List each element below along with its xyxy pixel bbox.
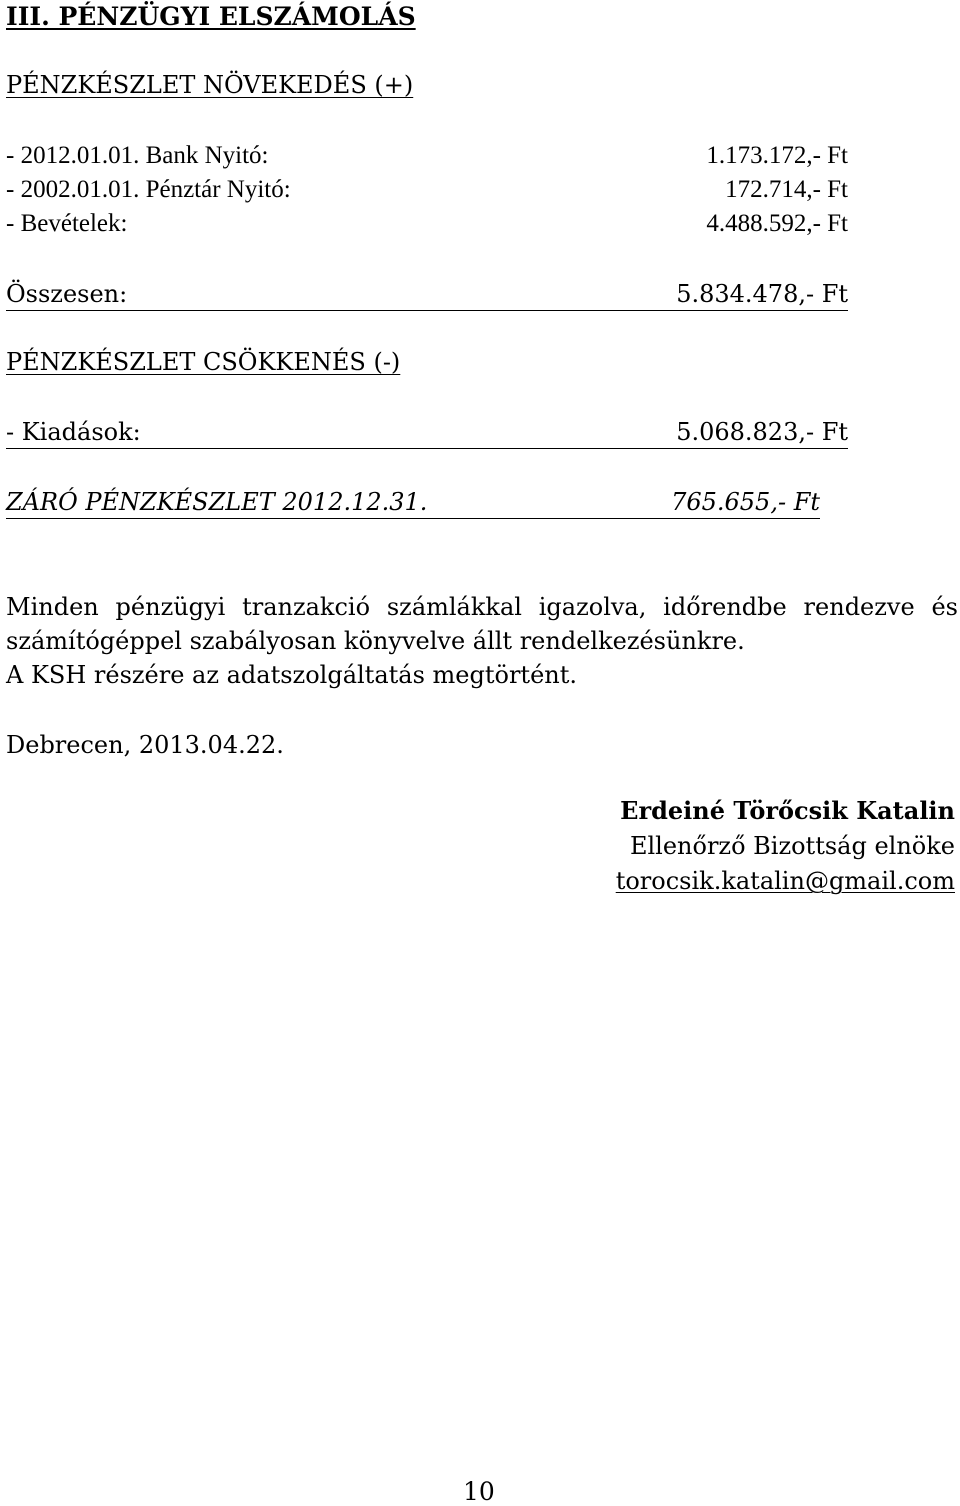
increase-total-label: Összesen: xyxy=(6,280,128,308)
revenue-label: - Bevételek: xyxy=(6,210,128,237)
closing-balance-row xyxy=(6,486,820,519)
signatory-role: Ellenőrző Bizottság elnöke xyxy=(629,832,955,860)
closing-balance-value: 765.655,- Ft xyxy=(671,488,820,516)
decrease-section-title: PÉNZKÉSZLET CSÖKKENÉS (-) xyxy=(6,348,401,376)
revenue-value: 4.488.592,- Ft xyxy=(706,210,848,237)
expenses-row xyxy=(6,416,848,449)
report-heading: III. PÉNZÜGYI ELSZÁMOLÁS xyxy=(6,2,416,31)
place-and-date: Debrecen, 2013.04.22. xyxy=(6,731,284,759)
closing-balance-label: ZÁRÓ PÉNZKÉSZLET 2012.12.31. xyxy=(6,488,428,516)
increase-section-title: PÉNZKÉSZLET NÖVEKEDÉS (+) xyxy=(6,71,414,99)
increase-total-row xyxy=(6,278,848,311)
cash-opening-value: 172.714,- Ft xyxy=(725,176,848,203)
expenses-label: - Kiadások: xyxy=(6,418,141,446)
increase-total-value: 5.834.478,- Ft xyxy=(676,280,848,308)
cash-opening-label: - 2002.01.01. Pénztár Nyitó: xyxy=(6,176,291,203)
cash-opening-row xyxy=(6,174,848,206)
expenses-value: 5.068.823,- Ft xyxy=(676,418,848,446)
statement-line-1: Minden pénzügyi tranzakció számlákkal igazolva, időrendbe rendezve és xyxy=(6,593,958,621)
page-number: 10 xyxy=(463,1477,495,1506)
bank-opening-value: 1.173.172,- Ft xyxy=(706,142,848,169)
statement-line-3: A KSH részére az adatszolgáltatás megtörtént. xyxy=(6,661,577,689)
signatory-name: Erdeiné Törőcsik Katalin xyxy=(620,796,955,825)
bank-opening-row xyxy=(6,140,848,172)
revenue-row xyxy=(6,208,848,240)
statement-line-2: számítógéppel szabályosan könyvelve állt rendelkezésünkre. xyxy=(6,627,745,655)
signatory-email-link[interactable]: torocsik.katalin@gmail.com xyxy=(615,867,955,895)
bank-opening-label: - 2012.01.01. Bank Nyitó: xyxy=(6,142,269,169)
